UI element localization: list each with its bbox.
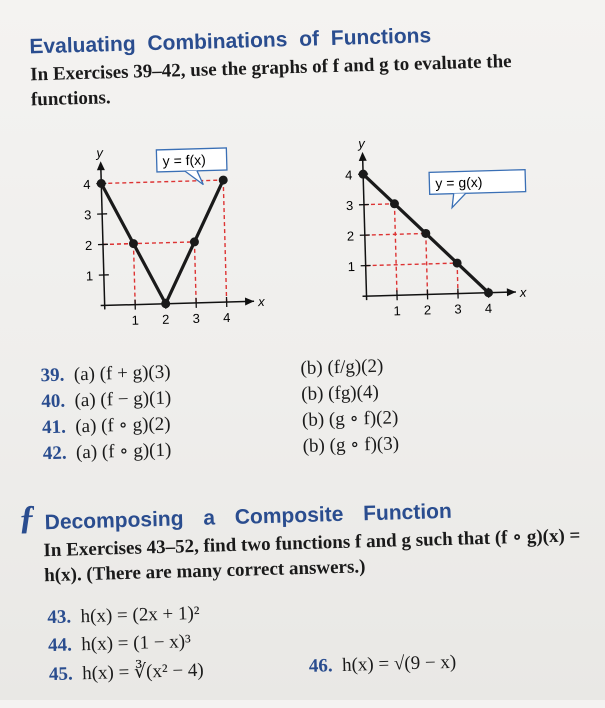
y-tick-label: 4 <box>83 177 91 192</box>
exercise-list-43-46 <box>0 0 595 9</box>
section-title-evaluating: Evaluating Combinations of Functions <box>29 24 431 59</box>
x-tick-label: 3 <box>192 311 200 326</box>
guide-line <box>426 233 428 294</box>
exercise-part-b: (b) (g ∘ f)(3) <box>302 432 399 458</box>
y-axis-arrow <box>358 152 366 161</box>
series-line <box>101 180 226 305</box>
graph-f <box>44 121 270 337</box>
guide-line <box>133 244 135 305</box>
y-tick-label: 2 <box>347 228 355 243</box>
callout-tail <box>452 193 466 207</box>
y-tick-label: 2 <box>85 238 93 253</box>
x-axis-arrow <box>507 288 516 296</box>
x-tick-label: 4 <box>485 301 493 316</box>
x-tick-label: 2 <box>162 312 170 327</box>
guide-line <box>103 242 194 245</box>
guide-line <box>366 263 457 266</box>
guide-line <box>365 233 426 235</box>
exercise-row <box>48 631 191 657</box>
x-tick-label: 4 <box>223 310 231 325</box>
exercise-expression: h(x) = (2x + 1)² <box>71 603 200 628</box>
exercise-row <box>42 438 171 465</box>
exercise-list-39-42 <box>0 0 595 9</box>
x-tick-label: 3 <box>454 301 462 316</box>
guide-line <box>101 180 223 183</box>
exercise-part-a: (a) (f − g)(1) <box>65 387 172 411</box>
exercise-row <box>47 603 200 629</box>
graph-g <box>303 109 539 325</box>
function-icon: ƒ <box>18 499 36 537</box>
exercise-expression: h(x) = √(9 − x) <box>332 652 456 676</box>
x-tick-label: 1 <box>131 312 139 327</box>
section-title-decomposing: Decomposing a Composite Function <box>44 500 452 535</box>
y-axis-arrow <box>97 161 105 170</box>
exercise-number: 45. <box>49 663 73 685</box>
callout-tail <box>185 171 203 185</box>
y-tick-label: 4 <box>345 167 353 182</box>
guide-line <box>223 180 226 302</box>
y-tick-label: 1 <box>347 259 355 274</box>
x-axis-arrow <box>245 297 254 305</box>
y-axis-label: y <box>95 145 104 160</box>
exercise-number: 44. <box>48 634 72 656</box>
x-axis <box>101 301 254 305</box>
exercise-row <box>42 413 171 440</box>
y-tick-label: 1 <box>86 268 94 283</box>
y-tick-label: 3 <box>346 198 354 213</box>
y-axis-label: y <box>357 136 366 151</box>
exercise-row <box>49 659 204 686</box>
exercise-number: 46. <box>309 655 333 677</box>
x-axis-label: x <box>519 285 527 300</box>
exercise-part-b: (b) (f/g)(2) <box>300 356 383 380</box>
guide-line <box>194 242 196 303</box>
exercise-part-b: (b) (g ∘ f)(2) <box>302 406 399 432</box>
exercise-number: 39. <box>40 365 64 387</box>
exercise-expression: h(x) = ∛(x² − 4) <box>72 660 204 685</box>
y-tick-label: 3 <box>84 207 92 222</box>
exercise-number: 41. <box>42 417 66 439</box>
x-tick-label: 2 <box>424 302 432 317</box>
exercise-part-a: (a) (f + g)(3) <box>64 362 171 386</box>
exercise-part-b: (b) (fg)(4) <box>301 381 379 405</box>
exercise-number: 40. <box>41 390 65 412</box>
exercise-part-a: (a) (f ∘ g)(1) <box>66 439 171 463</box>
callout-label: y = g(x) <box>435 174 483 191</box>
section-intro-evaluating: In Exercises 39–42, use the graphs of f and g to evaluate the functions. <box>29 22 571 112</box>
exercise-part-a: (a) (f ∘ g)(2) <box>66 414 171 438</box>
exercise-row <box>41 387 172 413</box>
exercise-number: 42. <box>42 442 66 464</box>
callout-label: y = f(x) <box>162 152 206 169</box>
exercise-expression: h(x) = (1 − x)³ <box>72 631 191 655</box>
section-intro-decomposing: In Exercises 43–52, find two functions f and g such that (f ∘ g)(x) = h(x). (There are many correct answers.) <box>42 498 584 588</box>
exercise-number: 43. <box>47 606 71 628</box>
exercise-row <box>40 362 171 388</box>
x-tick-label: 1 <box>393 303 401 318</box>
x-axis-label: x <box>257 294 265 309</box>
guide-line <box>394 204 397 295</box>
exercise-row <box>309 652 457 678</box>
